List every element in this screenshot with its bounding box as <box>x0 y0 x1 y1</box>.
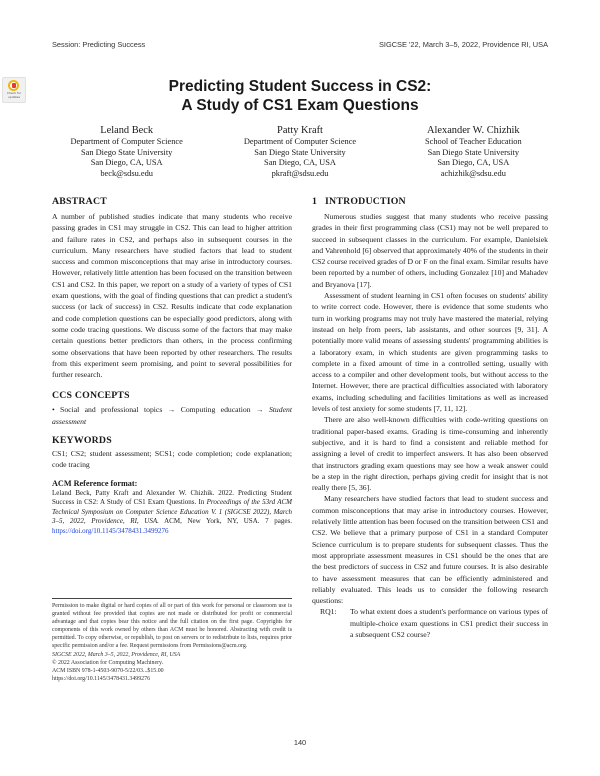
ccs-leaf: Student assessment <box>52 405 292 426</box>
reference-publisher: ACM, New York, NY, USA. 7 pages. <box>158 517 292 526</box>
introduction-heading: 1 INTRODUCTION <box>312 196 406 207</box>
author-dept: School of Teacher Education <box>424 137 522 146</box>
author-3 <box>387 124 560 179</box>
ccs-heading: CCS CONCEPTS <box>52 390 130 402</box>
ccs-text <box>52 404 292 427</box>
author-2 <box>213 124 386 179</box>
reference-format-text <box>52 489 292 537</box>
keywords-text: CS1; CS2; student assessment; SCS1; code completion; code explanation; code tracing <box>52 449 292 470</box>
author-1 <box>40 124 213 179</box>
right-column <box>312 196 548 640</box>
permission-text: Permission to make digital or hard copies of all or part of this work for personal or classroom use is granted without fee provided that copies are not made or distributed for profit or commercial advantage and that copies bear this notice and the full citation on the first page. Copyrights for components of this work owned by others than ACM must be honored. Abstracting with credit is permitted. To copy otherwise, or republish, to post on servers or to redistribute to lists, requires prior specific permission and/or a fee. Request permissions from Permissions@acm.org. <box>52 603 292 650</box>
intro-paragraph-2: Assessment of student learning in CS1 often focuses on students' ability to write correct code. However, there is evidence that some students who turn in working programs may not truly have mastered the material, relying instead on help from peers, lab assistants, and other sources [9, 31]. A potentially more valid means of assessing students' programming abilities is a laboratory exam, in which students are given programming tasks to complete in a fixed amount of time in a controlled setting, usually with access to a compiler and other development tools, but without access to the Internet. However, there are practical difficulties associated with laboratory exams, including scheduling and facilities limitations as well as increased levels of test anxiety for some students [7, 11, 12]. <box>312 291 548 414</box>
permission-copyright: © 2022 Association for Computing Machinery. <box>52 659 164 666</box>
permission-doi-link[interactable]: https://doi.org/10.1145/3478431.3499276 <box>52 675 151 682</box>
author-university: San Diego State University <box>254 147 346 157</box>
author-name: Alexander W. Chizhik <box>427 125 520 136</box>
author-university: San Diego State University <box>80 147 173 157</box>
author-location: San Diego, CA, USA <box>90 158 163 167</box>
abstract-text: A number of published studies indicate that many students who receive passing grades in CS1 may struggle in CS2. This can lead to higher attrition and failure rates in CS2, and perhaps also in subsequent courses in the curriculum. Many researchers have studied factors that lead to student success and common misconceptions that may arise in introductory courses. However, relatively little attention has been focused on the transition between CS1 and CS2. In this paper, we report on a study of a variety of types of CS1 exam questions, with the goal of finding questions that can predict a student's success (or lack of success) in CS2. Results indicate that code explanation and code completion questions can be especially good predictors, along with some code tracing questions. We discuss some of the factors that may make certain questions better predictors than others, in the process confirming some observations that have been reported by other researchers. The results from this experiment seem promising, and point to several possibilities for further research. <box>52 212 292 380</box>
paper-title <box>0 77 600 115</box>
author-university: San Diego State University <box>427 147 520 157</box>
permission-venue-text: SIGCSE 2022, March 3–5, 2022, Providence, RI, USA <box>52 651 181 658</box>
author-name: Leland Beck <box>100 125 154 136</box>
title-line-1: Predicting Student Success in CS2: <box>168 78 432 95</box>
author-location: San Diego, CA, USA <box>264 158 336 167</box>
title-line-2: A Study of CS1 Exam Questions <box>181 97 419 114</box>
reference-proceedings: Proceedings of the 53rd ACM Technical Symposium on Computer Science Education V. 1 (SIGCSE 2022), March 3–5, 2022, Providence, RI, USA. <box>52 498 292 526</box>
page-number: 140 <box>293 738 307 747</box>
running-header <box>52 40 548 52</box>
permission-venue <box>52 651 292 659</box>
left-column <box>52 196 292 537</box>
permission-footnote <box>52 598 292 683</box>
ccs-path: • Social and professional topics → Computing education → <box>52 405 269 415</box>
keywords-heading: KEYWORDS <box>52 435 112 447</box>
author-dept: Department of Computer Science <box>70 137 183 146</box>
intro-paragraph-1: Numerous studies suggest that many students who receive passing grades in their first programming class (CS1) may not be well prepared to succeed in subsequent classes in the curriculum. For example, Danielsiek and Vahrenhold [6] observed that approximately 40% of the students in their CS2 course received grades of D or F on the final exam. Similar results have been reported by a number of others, including Gonzalez [10] and Mahadev and Bryanova [17]. <box>312 212 548 289</box>
author-email[interactable]: achizhik@sdsu.edu <box>440 168 506 178</box>
intro-paragraph-4: Many researchers have studied factors that lead to student success and common misconceptions that may arise in introductory courses. However, relatively little attention has been focused on the transition between CS1 and CS2. We believe that a primary purpose of CS1 in a standard Computer Science curriculum is to prepare students for subsequent classes. Thus the most appropriate assessment measures in CS1 should be the ones that are the best predictors of success in CS2 and future courses. It is also desirable to have assessment measures that can be efficiently administered and reliably evaluated. This leads us to consider the following research questions: <box>312 494 548 606</box>
rq-text: To what extent does a student's performance on various types of multiple-choice exam questions in CS1 predict their success in a subsequent CS2 course? <box>350 607 548 639</box>
research-question-1 <box>320 606 548 640</box>
check-for-updates-label: Check for updates <box>6 91 22 99</box>
author-email[interactable]: pkraft@sdsu.edu <box>271 168 329 178</box>
abstract-heading: ABSTRACT <box>52 196 107 207</box>
reference-format-heading: ACM Reference format: <box>52 478 138 488</box>
author-name: Patty Kraft <box>277 125 323 136</box>
conference-label: SIGCSE '22, March 3–5, 2022, Providence RI, USA <box>378 40 548 49</box>
author-location: San Diego, CA, USA <box>437 158 510 167</box>
author-block <box>40 124 560 179</box>
author-email[interactable]: beck@sdsu.edu <box>100 168 153 178</box>
intro-paragraph-3: There are also well-known difficulties with code-writing questions on traditional paper-based exams. Grading is time-consuming and inherently subjective, and it is hard to find a consistent and reliable method for assigning a level of credit to imperfect answers. It has also been observed that instructors grading exam questions may see how a weak answer could be a step in the right direction, perhaps giving credit for insight that is not really there [5, 36]. <box>312 415 548 493</box>
reference-doi-link[interactable]: https://doi.org/10.1145/3478431.3499276 <box>52 527 169 536</box>
session-label: Session: Predicting Success <box>52 40 146 49</box>
permission-isbn: ACM ISBN 978-1-4503-9070-5/22/03...$15.00 <box>52 667 164 674</box>
reference-citation: Leland Beck, Patty Kraft and Alexander W. Chizhik. 2022. Predicting Student Success in CS2: A Study of CS1 Exam Questions. In <box>52 488 292 507</box>
rq-label: RQ1: <box>320 607 337 617</box>
author-dept: Department of Computer Science <box>243 137 357 146</box>
